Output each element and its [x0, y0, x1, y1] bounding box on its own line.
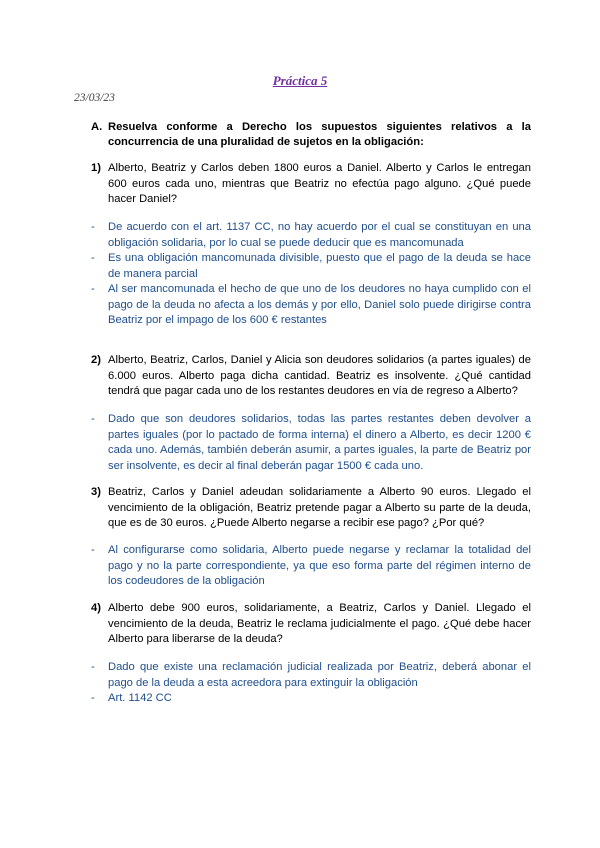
- answers-3: [91, 543, 531, 590]
- date: 23/03/23: [74, 92, 115, 104]
- question-number: 1): [91, 162, 101, 174]
- answer-item: - Dado que existe una reclamación judicial realizada por Beatriz, deberá abonar el pago de la deuda a esta acreedora para extinguir la obligación: [91, 661, 531, 689]
- question-number: 3): [91, 486, 101, 498]
- question-text: Alberto debe 900 euros, solidariamente, a Beatriz, Carlos y Daniel. Llegado el vencimiento de la deuda, Beatriz le reclama judicialmente el pago. ¿Qué debe hacer Alberto para liberarse de la deuda?: [108, 602, 531, 645]
- section-heading: [91, 120, 531, 150]
- answer-item: - Es una obligación mancomunada divisible, puesto que el pago de la deuda se hace de manera parcial: [91, 252, 531, 280]
- question-text: Alberto, Beatriz, Carlos, Daniel y Alicia son deudores solidarios (a partes iguales) de 6.000 euros. Alberto paga dicha cantidad. Beatriz es insolvente. ¿Qué cantidad tendrá que pagar cada uno de los restantes deudores en vía de regreso a Alberto?: [108, 354, 531, 397]
- question-3: [91, 485, 531, 532]
- answers-4: [91, 660, 531, 707]
- page-title: Práctica 5: [272, 73, 328, 88]
- answer-item: - Al ser mancomunada el hecho de que uno de los deudores no haya cumplido con el pago de la deuda no afecta a los demás y por ello, Daniel solo puede dirigirse contra Beatriz por el impago de los 600 € restantes: [91, 283, 531, 326]
- question-text: Beatriz, Carlos y Daniel adeudan solidariamente a Alberto 90 euros. Llegado el vencimiento de la obligación, Beatriz pretende pagar a Alberto su parte de la deuda, que es de 30 euros. ¿Puede Alberto negarse a recibir ese pago? ¿Por qué?: [108, 486, 531, 529]
- question-text: Alberto, Beatriz y Carlos deben 1800 euros a Daniel. Alberto y Carlos le entregan 600 euros cada uno, mientras que Beatriz no efectúa pago alguno. ¿Qué puede hacer Daniel?: [108, 162, 531, 205]
- answers-2: [91, 412, 531, 474]
- question-number: 4): [91, 602, 101, 614]
- answer-item: - Al configurarse como solidaria, Alberto puede negarse y reclamar la totalidad del pago y no la parte correspondiente, ya que eso forma parte del régimen interno de los codeudores de la obligación: [91, 544, 531, 587]
- section-text: Resuelva conforme a Derecho los supuestos siguientes relativos a la concurrencia de una pluralidad de sujetos en la obligación:: [108, 121, 531, 148]
- answers-1: [91, 220, 531, 329]
- question-2: [91, 353, 531, 400]
- question-number: 2): [91, 354, 101, 366]
- section-letter: A.: [91, 121, 103, 133]
- answer-item: - Dado que son deudores solidarios, todas las partes restantes deben devolver a partes iguales (por lo pactado de forma interna) el dinero a Alberto, es decir 1200 € cada uno. Además, también deberán asumir, a partes iguales, la parte de Beatriz por ser insolvente, es decir al final deberán pagar 1500 € cada uno.: [91, 413, 531, 472]
- answer-item: - Art. 1142 CC: [91, 692, 172, 704]
- question-4: [91, 601, 531, 648]
- question-1: [91, 161, 531, 208]
- answer-item: - De acuerdo con el art. 1137 CC, no hay acuerdo por el cual se constituyan en una obligación solidaria, por lo cual se puede deducir que es mancomunada: [91, 221, 531, 249]
